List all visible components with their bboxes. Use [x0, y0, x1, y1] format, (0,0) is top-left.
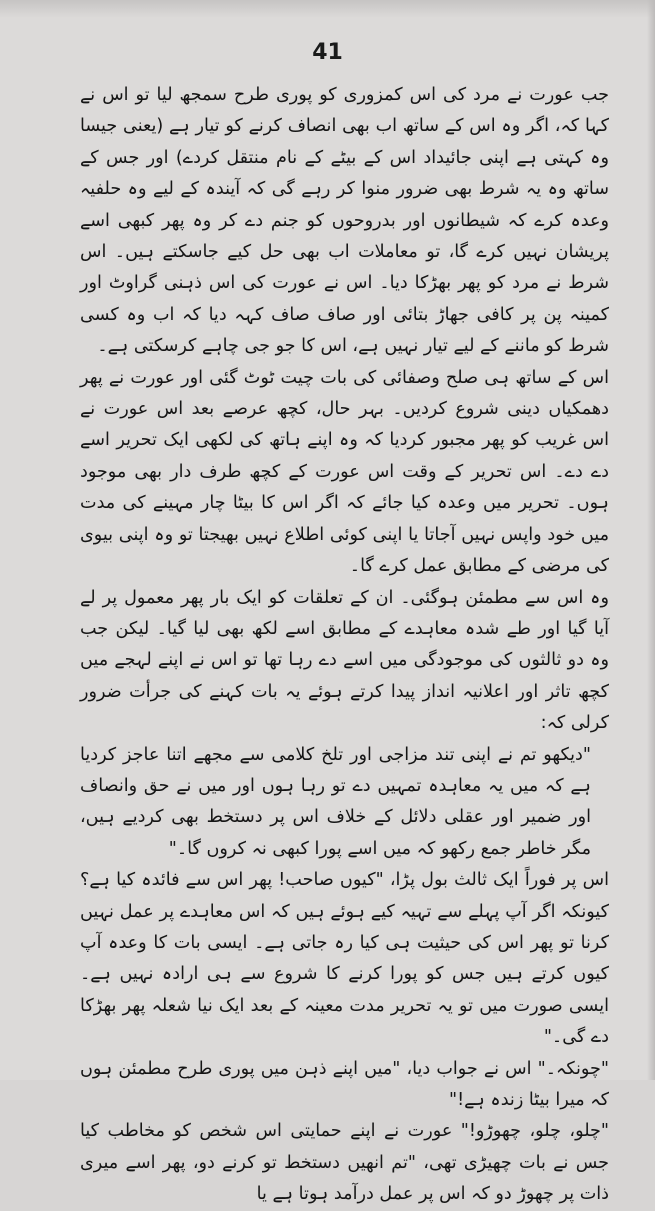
paragraph-2: اس کے ساتھ ہی صلح وصفائی کی بات چیت ٹوٹ گئی اور عورت نے پھر دھمکیاں دینی شروع کردیں۔ بہر حال، کچھ عرصے بعد اس عورت نے اس غریب کو پھر مجبور کردیا کہ وہ اپنے ہاتھ کی لکھی ایک تحریر اسے دے دے۔ اس تحریر کے وقت اس عورت کے کچھ طرف دار بھی موجود ہوں۔ تحریر میں وعدہ کیا جائے کہ اگر اس کا بیٹا چار مہینے کی مدت میں خود واپس نہیں آجاتا یا اپنی کوئی اطلاع نہیں بھیجتا تو وہ اپنی بیوی کی مرضی کے مطابق عمل کرے گا۔ [80, 367, 609, 577]
page-edge-shadow [647, 0, 655, 1080]
paragraph-5: "چونکہ۔" اس نے جواب دیا، "میں اپنے ذہن میں پوری طرح مطمئن ہوں کہ میرا بیٹا زندہ ہے!" [80, 1058, 609, 1110]
body-text [80, 80, 615, 1211]
paragraph-1: جب عورت نے مرد کی اس کمزوری کو پوری طرح سمجھ لیا تو اس نے کہا کہ، اگر وہ اس کے ساتھ اب بھی انصاف کرنے کو تیار ہے (یعنی جیسا وہ کہتی ہے اپنی جائیداد اس کے بیٹے کے نام منتقل کردے) اور جس کے ساتھ وہ یہ شرط بھی ضرور منوا کر رہے گی کہ آیندہ کے لیے وہ حلفیہ وعدہ کرے کہ شیطانوں اور بدروحوں کو جنم دے کر وہ پھر کبھی اسے پریشان نہیں کرے گا، تو معاملات اب بھی حل کیے جاسکتے ہیں۔ اس شرط نے مرد کو پھر بھڑکا دیا۔ اس نے عورت کی اس ذہنی گراوٹ اور کمینہ پن پر کافی جھاڑ بتائی اور صاف صاف کہہ دیا کہ اب وہ کسی شرط کو ماننے کے لیے تیار نہیں ہے، اس کا جو جی چاہے کرسکتی ہے۔ [80, 85, 609, 357]
paragraph-6: "چلو، چلو، چھوڑو!" عورت نے اپنے حمایتی اس شخص کو مخاطب کیا جس نے بات چھیڑی تھی، "تم انھیں دستخط تو کرنے دو، پھر اسے میری ذات پر چھوڑ دو کہ اس پر عمل درآمد ہوتا ہے یا [80, 1121, 609, 1205]
page-top-shadow [0, 0, 655, 18]
quoted-statement: "دیکھو تم نے اپنی تند مزاجی اور تلخ کلامی سے مجھے اتنا عاجز کردیا ہے کہ میں یہ معاہدہ تمہیں دے تو رہا ہوں اور میں نے حق وانصاف اور ضمیر اور عقلی دلائل کے خلاف اس پر دستخط بھی کردیے ہیں، مگر خاطر جمع رکھو کہ میں اسے پورا کبھی نہ کروں گا۔" [80, 744, 591, 859]
paragraph-3: وہ اس سے مطمئن ہوگئی۔ ان کے تعلقات کو ایک بار پھر معمول پر لے آیا گیا اور طے شدہ معاہدے کے مطابق اسے لکھ بھی لیا گیا۔ لیکن جب وہ دو ثالثوں کی موجودگی میں اسے دے رہا تھا تو اس نے اپنے لہجے میں کچھ تاثر اور اعلانیہ انداز پیدا کرتے ہوئے یہ بات کہنے کی جرأت ضرور کرلی کہ: [80, 587, 609, 734]
page-number: 41 [312, 40, 343, 65]
paragraph-4: اس پر فوراً ایک ثالث بول پڑا، "کیوں صاحب! پھر اس سے فائدہ کیا ہے؟ کیونکہ اگر آپ پہلے سے تہیہ کیے ہوئے ہیں کہ اس معاہدے پر عمل نہیں کرنا تو پھر اس کی حیثیت ہی کیا رہ جاتی ہے۔ ایسی بات کا وعدہ آپ کیوں کرتے ہیں جس کو پورا کرنے کا شروع سے ہی ارادہ نہیں ہے۔ ایسی صورت میں تو یہ تحریر مدت معینہ کے بعد ایک نیا شعلہ پھر بھڑکا دے گی۔" [80, 870, 609, 1048]
